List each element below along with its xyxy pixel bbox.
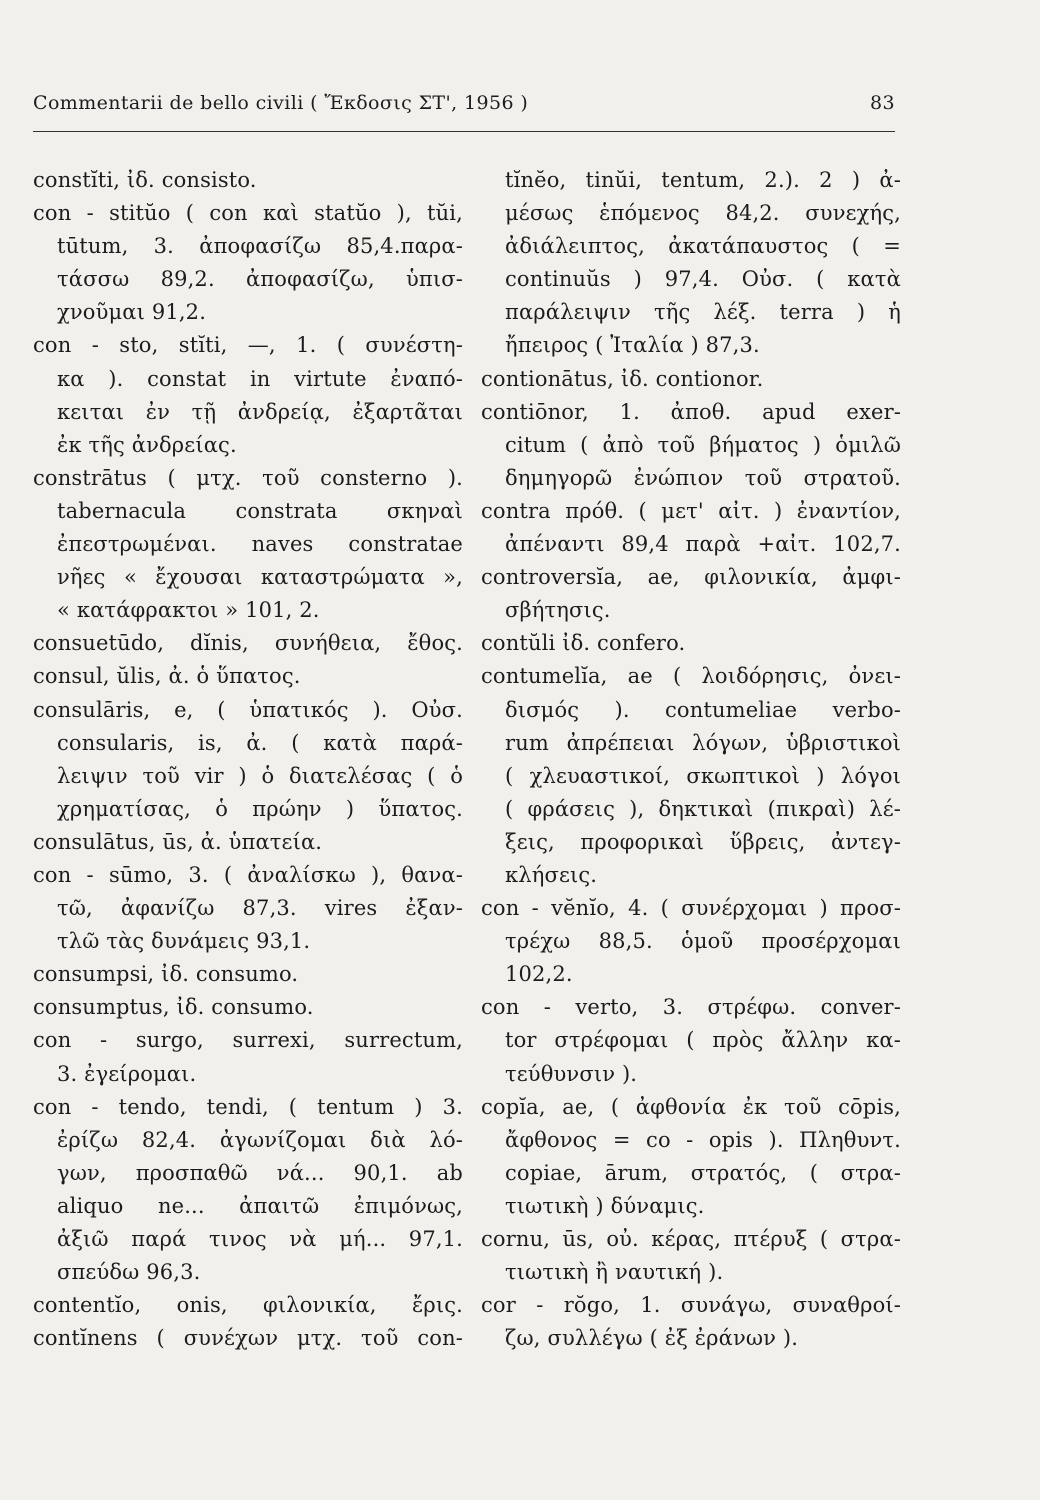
entry-line: tĭnĕo, tinŭi, tentum, 2.). 2 ) ἀ-	[505, 168, 901, 192]
entry-line: τάσσω 89,2. ἀποφασίζω, ὑπισ-	[57, 267, 463, 292]
entry-line: contentĭo, onis, φιλονικία, ἔρις.	[33, 1293, 463, 1318]
entry-line: tor στρέφομαι ( πρὸς ἄλλην κα-	[505, 1028, 901, 1053]
entry-line: ἀπέναντι 89,4 παρὰ +αἰτ. 102,7.	[505, 532, 901, 557]
entry-line: τιωτικὴ ) δύναμις.	[505, 1193, 705, 1218]
entry-line: cor - rŏgo, 1. συνάγω, συναθροί-	[481, 1293, 901, 1318]
entry-line: λειψιν τοῦ vir ) ὁ διατελέσας ( ὁ	[57, 763, 463, 788]
entry-line: χνοῦμαι 91,2.	[57, 300, 207, 325]
entry-line: cornu, ūs, οὐ. κέρας, πτέρυξ ( στρα-	[481, 1227, 901, 1251]
entry-line: ζω, συλλέγω ( ἐξ ἐράνων ).	[505, 1326, 799, 1351]
left-column	[33, 164, 463, 1355]
entry-line: ( χλευαστικοί, σκωπτικοὶ ) λόγοι	[505, 763, 901, 788]
entry-line: μέσως ἑπόμενος 84,2. συνεχής,	[505, 201, 901, 226]
entry-line: consumpsi, ἰδ. consumo.	[33, 962, 299, 987]
entry-line: τῶ, ἀφανίζω 87,3. vires ἐξαν-	[57, 896, 463, 921]
entry-line: consulātus, ūs, ἀ. ὑπατεία.	[33, 829, 323, 854]
entry-line: con - surgo, surrexi, surrectum,	[33, 1028, 463, 1053]
entry-line: rum ἀπρέπειαι λόγων, ὑβριστικοὶ	[505, 730, 901, 755]
entry-line: γων, προσπαθῶ νά... 90,1. ab	[57, 1160, 463, 1185]
entry-line: ( φράσεις ), δηκτικαὶ (πικραὶ) λέ-	[505, 796, 901, 821]
entry-line: con - vĕnĭo, 4. ( συνέρχομαι ) προσ-	[481, 896, 901, 921]
entry-line: contumelĭa, ae ( λοιδόρησις, ὀνει-	[481, 664, 901, 689]
entry-line: contra πρόθ. ( μετ' αἰτ. ) ἐναντίον,	[481, 498, 901, 523]
entry-line: ἀξιῶ παρά τινος νὰ μή... 97,1.	[57, 1227, 463, 1251]
entry-line: con - verto, 3. στρέφω. conver-	[481, 995, 901, 1020]
entry-line: « κατάφρακτοι » 101, 2.	[57, 598, 320, 623]
entry-line: contiōnor, 1. ἀποθ. apud exer-	[481, 399, 901, 424]
entry-line: κειται ἐν τῇ ἀνδρείᾳ, ἐξαρτᾶται	[57, 399, 463, 424]
entry-line: ἐπεστρωμέναι. naves constratae	[57, 532, 463, 557]
entry-line: τρέχω 88,5. ὁμοῦ προσέρχομαι	[505, 929, 901, 954]
entry-line: κλήσεις.	[505, 862, 598, 887]
entry-line: contĭnens ( συνέχων μτχ. τοῦ con-	[33, 1326, 463, 1351]
entry-line: νῆες « ἔχουσαι καταστρώματα »,	[57, 565, 463, 590]
entry-line: contŭli ἰδ. confero.	[481, 631, 686, 656]
entry-line: ξεις, προφορικαὶ ὕβρεις, ἀντεγ-	[505, 829, 901, 854]
entry-line: aliquo ne... ἀπαιτῶ ἐπιμόνως,	[57, 1193, 463, 1218]
page-header	[33, 92, 895, 114]
entry-line: ἤπειρος ( Ἰταλία ) 87,3.	[505, 333, 760, 358]
entry-line: consul, ŭlis, ἀ. ὁ ὕπατος.	[33, 664, 301, 689]
entry-line: δημηγορῶ ἐνώπιον τοῦ στρατοῦ.	[505, 465, 901, 490]
right-column	[481, 164, 901, 1355]
entry-line: 3. ἐγείρομαι.	[57, 1061, 197, 1086]
entry-line: con - sūmo, 3. ( ἀναλίσκω ), θανα-	[33, 862, 463, 887]
entry-line: τιωτικὴ ἢ ναυτική ).	[505, 1260, 724, 1285]
entry-line: citum ( ἀπὸ τοῦ βήματος ) ὁμιλῶ	[505, 432, 901, 457]
entry-line: consulāris, e, ( ὑπατικός ). Οὐσ.	[33, 697, 463, 722]
entry-line: consuetūdo, dĭnis, συνήθεια, ἔθος.	[33, 631, 463, 656]
entry-line: ἄφθονος = co - opis ). Πληθυντ.	[505, 1127, 901, 1152]
entry-line: consularis, is, ἀ. ( κατὰ παρά-	[57, 730, 463, 755]
entry-line: παράλειψιν τῆς λέξ. terra ) ἡ	[505, 300, 901, 325]
entry-line: copĭa, ae, ( ἀφθονία ἐκ τοῦ cōpis,	[481, 1094, 901, 1119]
entry-line: constrātus ( μτχ. τοῦ consterno ).	[33, 465, 463, 490]
entry-line: consumptus, ἰδ. consumo.	[33, 995, 314, 1020]
running-title: Commentarii de bello civili ( Ἔκδοσις ΣΤ', 1956 )	[33, 92, 529, 114]
entry-line: con - stitŭo ( con καὶ statŭo ), tŭi,	[33, 201, 463, 226]
entry-line: τεύθυνσιν ).	[505, 1061, 638, 1086]
entry-line: continuŭs ) 97,4. Οὐσ. ( κατὰ	[505, 267, 901, 292]
entry-line: tūtum, 3. ἀποφασίζω 85,4.παρα-	[57, 234, 463, 259]
entry-line: χρηματίσας, ὁ πρώην ) ὕπατος.	[57, 796, 463, 821]
page-number: 83	[870, 92, 895, 114]
entry-line: ἀδιάλειπτος, ἀκατάπαυστος ( =	[505, 234, 901, 259]
entry-line: con - tendo, tendi, ( tentum ) 3.	[33, 1094, 463, 1119]
entry-line: ἐρίζω 82,4. ἀγωνίζομαι διὰ λό-	[57, 1127, 463, 1152]
entry-line: controversĭa, ae, φιλονικία, ἀμφι-	[481, 565, 901, 590]
entry-line: con - sto, stĭti, —, 1. ( συνέστη-	[33, 333, 463, 358]
entry-line: δισμός ). contumeliae verbo-	[505, 697, 901, 722]
entry-line: constĭti, ἰδ. consisto.	[33, 168, 257, 192]
entry-line: τλῶ τὰς δυνάμεις 93,1.	[57, 929, 311, 954]
entry-line: contionātus, ἰδ. contionor.	[481, 366, 764, 391]
entry-line: σπεύδω 96,3.	[57, 1260, 201, 1285]
entry-line: copiae, ārum, στρατός, ( στρα-	[505, 1160, 901, 1185]
entry-line: κα ). constat in virtute ἐναπό-	[57, 366, 463, 391]
entry-line: ἐκ τῆς ἀνδρείας.	[57, 432, 237, 457]
entry-line: 102,2.	[505, 962, 573, 987]
entry-line: tabernacula constrata σκηναὶ	[57, 498, 463, 523]
header-rule	[33, 131, 895, 132]
entry-line: σβήτησις.	[505, 598, 611, 623]
